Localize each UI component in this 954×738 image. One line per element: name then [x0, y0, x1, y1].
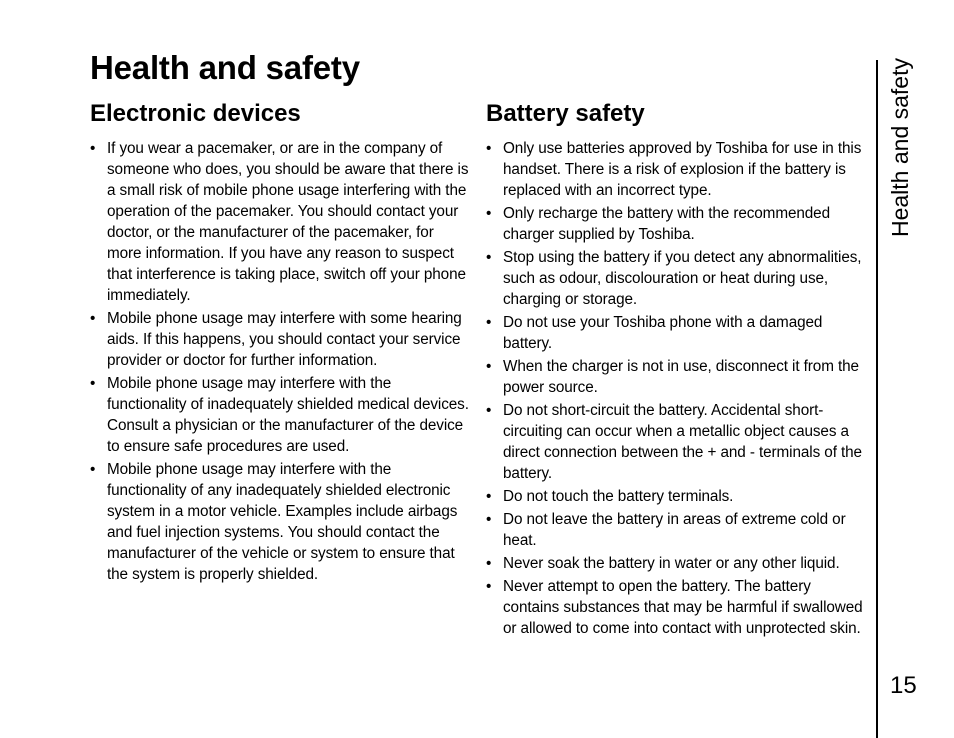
list-item-text: Do not touch the battery terminals.: [503, 488, 734, 505]
bullet-icon: •: [90, 375, 96, 392]
list-item-text: Do not short-circuit the battery. Accidental short-circuiting can occur when a metallic object causes a direct connection between the + and - terminals of the battery.: [503, 402, 862, 482]
list-item-text: Only recharge the battery with the recommended charger supplied by Toshiba.: [503, 205, 831, 243]
list-item: [90, 138, 470, 306]
list-item-text: If you wear a pacemaker, or are in the company of someone who does, you should be aware that there is a small risk of mobile phone usage interfering with the operation of the pacemaker. You should contact your doctor, or the manufacturer of the pacemaker, for more information. If you have any reason to suspect that interference is taking place, switch off your phone immediately.: [107, 140, 469, 304]
list-item: [486, 247, 866, 310]
list-item: [486, 509, 866, 551]
page-title: Health and safety: [90, 49, 360, 86]
bullet-icon: •: [90, 461, 96, 478]
bullet-icon: •: [486, 358, 492, 375]
list-item-text: Mobile phone usage may interfere with some hearing aids. If this happens, you should contact your service provider or doctor for further information.: [107, 310, 462, 369]
bullet-icon: •: [90, 140, 96, 157]
electronic-devices-section: [90, 99, 470, 587]
bullet-icon: •: [486, 511, 492, 528]
list-item: [90, 373, 470, 457]
bullet-icon: •: [486, 140, 492, 157]
list-item: [486, 203, 866, 245]
list-item-text: Never attempt to open the battery. The battery contains substances that may be harmful if swallowed or allowed to come into contact with unprotected skin.: [503, 578, 863, 637]
electronic-devices-list: [90, 138, 470, 585]
list-item-text: Never soak the battery in water or any other liquid.: [503, 555, 840, 572]
battery-safety-list: [486, 138, 866, 639]
list-item-text: Do not use your Toshiba phone with a damaged battery.: [503, 314, 823, 352]
list-item-text: Only use batteries approved by Toshiba for use in this handset. There is a risk of explosion if the battery is replaced with an incorrect type.: [503, 140, 862, 199]
page-number: 15: [890, 672, 917, 699]
side-tab-label: Health and safety: [887, 58, 913, 238]
list-item-text: Stop using the battery if you detect any abnormalities, such as odour, discolouration or heat during use, charging or storage.: [503, 249, 862, 308]
list-item-text: Mobile phone usage may interfere with the functionality of any inadequately shielded electronic system in a motor vehicle. Examples include airbags and fuel injection systems. You should contact the manufacturer of the vehicle or system to ensure that the system is properly shielded.: [107, 461, 458, 583]
list-item: [486, 576, 866, 639]
list-item: [90, 308, 470, 371]
bullet-icon: •: [90, 310, 96, 327]
bullet-icon: •: [486, 402, 492, 419]
electronic-devices-heading: Electronic devices: [90, 100, 301, 127]
bullet-icon: •: [486, 314, 492, 331]
list-item: [486, 312, 866, 354]
battery-safety-section: [486, 99, 866, 641]
side-tab: [882, 58, 918, 258]
bullet-icon: •: [486, 488, 492, 505]
bullet-icon: •: [486, 249, 492, 266]
list-item: [486, 400, 866, 484]
battery-safety-heading: Battery safety: [486, 100, 645, 127]
side-divider: [876, 60, 878, 738]
list-item: [90, 459, 470, 585]
bullet-icon: •: [486, 578, 492, 595]
list-item-text: Mobile phone usage may interfere with the functionality of inadequately shielded medical devices. Consult a physician or the manufacturer of the device to ensure safe procedures are used.: [107, 375, 469, 455]
bullet-icon: •: [486, 555, 492, 572]
list-item: [486, 486, 866, 507]
list-item-text: Do not leave the battery in areas of extreme cold or heat.: [503, 511, 846, 549]
list-item: [486, 138, 866, 201]
bullet-icon: •: [486, 205, 492, 222]
list-item-text: When the charger is not in use, disconnect it from the power source.: [503, 358, 859, 396]
list-item: [486, 553, 866, 574]
list-item: [486, 356, 866, 398]
